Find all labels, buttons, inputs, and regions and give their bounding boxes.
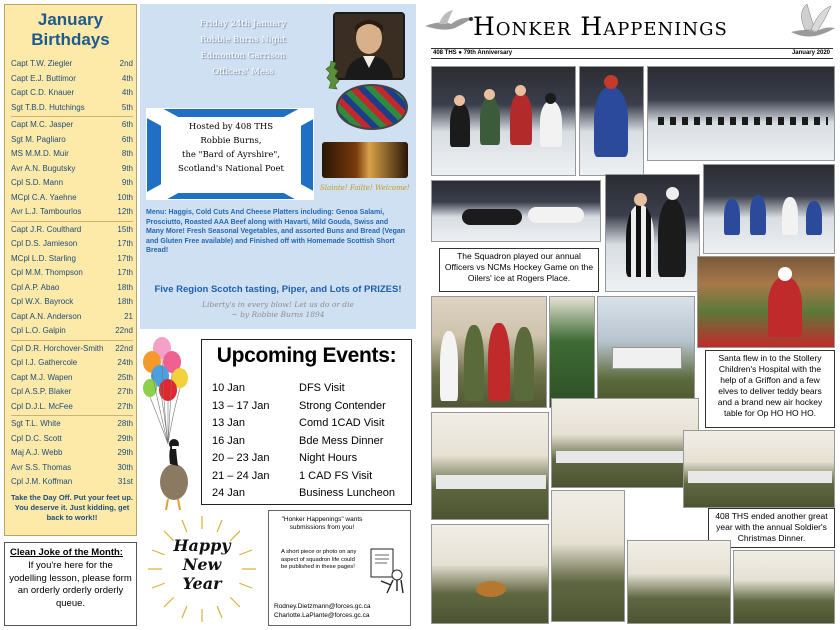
joke-title: Clean Joke of the Month: bbox=[10, 547, 123, 558]
birthday-row bbox=[11, 385, 133, 398]
quote-attribution: ~ by Robbie Burns 1894 bbox=[231, 310, 325, 319]
new-year-line2: New bbox=[182, 555, 222, 574]
birthday-date: 10th bbox=[117, 192, 133, 202]
upcoming-events-box bbox=[201, 339, 412, 505]
event-date: 13 Jan bbox=[212, 417, 246, 429]
event-name: Strong Contender bbox=[299, 399, 386, 412]
burns-header bbox=[158, 16, 328, 80]
slainte-text: Slainte! Failte! Welcome! bbox=[320, 184, 410, 192]
burns-menu: Menu: Haggis, Cold Cuts And Cheese Platters including: Genoa Salami, Prosciutto, Roasted AAA Beef along with Havarti, Mild Gouda, Swiss and Many More! Fresh Seasonal Vegetables, and assorted Buns and Bread (Vegan and Gluten Free available) and Finished off with Homemade Scottish Short Bread! bbox=[146, 209, 406, 254]
event-date: 21 – 24 Jan bbox=[212, 469, 270, 482]
event-name: 1 CAD FS Visit bbox=[299, 469, 373, 482]
burns-night-panel bbox=[140, 4, 416, 329]
birthday-row bbox=[11, 237, 133, 250]
event-name: Night Hours bbox=[299, 452, 358, 464]
birthday-row bbox=[11, 356, 133, 369]
birthday-row bbox=[11, 310, 133, 323]
birthday-name: Cpl D.C. Scott bbox=[11, 433, 62, 443]
birthday-date: 25th bbox=[117, 372, 133, 382]
birthday-row bbox=[11, 266, 133, 279]
birthday-divider bbox=[11, 221, 133, 222]
birthday-row bbox=[11, 324, 133, 337]
birthday-row bbox=[11, 86, 133, 99]
burns-event: Robbie Burns Night bbox=[200, 35, 286, 45]
birthday-date: 27th bbox=[117, 401, 133, 411]
burns-title: the "Bard of Ayrshire", bbox=[182, 150, 280, 160]
birthday-name: Cpl W.X. Bayrock bbox=[11, 297, 74, 306]
hockey-caption: The Squadron played our annual Officers vs NCMs Hockey Game on the Oilers' ice at Rogers Place. bbox=[439, 248, 599, 292]
quote-line: Liberty's in every blow! Let us do or die bbox=[202, 300, 354, 309]
balloons-goose-illustration bbox=[142, 332, 198, 512]
birthday-name: Avr A.N. Bugutsky bbox=[11, 163, 76, 173]
birthday-name: Avr S.S. Thomas bbox=[11, 462, 72, 472]
birthday-row bbox=[11, 400, 133, 413]
birthday-name: Cpl D.R. Horchover-Smith bbox=[11, 343, 104, 353]
birthday-date: 29th bbox=[117, 433, 133, 443]
birthday-name: Maj A.J. Webb bbox=[11, 448, 63, 457]
birthday-row bbox=[11, 432, 133, 445]
event-name: Comd 1CAD Visit bbox=[299, 417, 385, 429]
birthday-row bbox=[11, 133, 133, 146]
host-info bbox=[161, 117, 301, 193]
tartan-image bbox=[336, 84, 408, 130]
birthday-name: Sgt M. Pagliaro bbox=[11, 134, 66, 144]
host-line: Hosted by 408 THS bbox=[188, 122, 274, 132]
cartoon-writer-icon bbox=[367, 547, 407, 599]
birthday-row bbox=[11, 205, 133, 218]
happy-new-year-graphic bbox=[146, 514, 258, 624]
submissions-box bbox=[268, 510, 411, 626]
birthday-divider bbox=[11, 415, 133, 416]
birthday-date: 4th bbox=[121, 88, 133, 97]
birthday-row bbox=[11, 147, 133, 160]
scotland-map-icon bbox=[323, 60, 343, 90]
birthday-row bbox=[11, 446, 133, 459]
burns-mess: Officers' Mess bbox=[212, 67, 274, 77]
burns-name: Robbie Burns, bbox=[200, 136, 262, 146]
birthday-name: Cpl D.S. Jamieson bbox=[11, 239, 78, 248]
birthday-row bbox=[11, 118, 133, 131]
hockey-photo-6 bbox=[703, 164, 835, 254]
birthday-date: 5th bbox=[121, 102, 133, 112]
event-row bbox=[212, 415, 407, 431]
burns-date: Friday 24th January bbox=[199, 19, 287, 29]
event-row bbox=[212, 380, 407, 396]
submissions-body: A short piece or photo on any aspect of squadron life could be published in these pages! bbox=[281, 549, 357, 570]
birthday-date: 30th bbox=[117, 462, 133, 472]
birthdays-title: January Birthdays bbox=[31, 10, 110, 49]
birthday-name: Capt C.D. Knauer bbox=[11, 88, 75, 97]
birthday-name: Cpl L.O. Galpin bbox=[11, 326, 66, 335]
birthday-name: Sgt T.L. White bbox=[11, 419, 61, 428]
robbie-burns-portrait bbox=[333, 12, 405, 80]
birthday-date: 15th bbox=[117, 224, 133, 234]
birthday-date: 28th bbox=[117, 419, 133, 428]
newsletter-page bbox=[421, 0, 840, 630]
birthday-date: 21 bbox=[124, 311, 133, 321]
email-2[interactable]: Charlotte.LaPlante@forces.gc.ca bbox=[274, 611, 370, 619]
event-name: DFS Visit bbox=[299, 382, 345, 394]
dinner-photo-7 bbox=[733, 550, 835, 624]
birthday-row bbox=[11, 281, 133, 294]
event-row bbox=[212, 485, 407, 501]
birthday-name: MCpl L.D. Starling bbox=[11, 253, 76, 263]
new-year-line3: Year bbox=[182, 574, 222, 593]
birthday-row bbox=[11, 176, 133, 189]
email-1[interactable]: Rodney.Dietzmann@forces.gc.ca bbox=[274, 603, 371, 610]
birthday-row bbox=[11, 342, 133, 355]
birthday-date: 2nd bbox=[119, 59, 133, 68]
dinner-photo-1 bbox=[431, 412, 549, 520]
event-row bbox=[212, 433, 407, 449]
birthdays-panel bbox=[4, 4, 137, 536]
birthday-name: Cpl M.M. Thompson bbox=[11, 268, 83, 277]
burns-quote bbox=[146, 300, 410, 320]
santa-photo-4 bbox=[697, 256, 835, 348]
birthday-row bbox=[11, 101, 133, 114]
santa-photo-2 bbox=[549, 296, 595, 408]
birthday-name: Avr L.J. Tambourlos bbox=[11, 207, 82, 216]
issue-date: January 2020 bbox=[791, 50, 830, 56]
dinner-photo-2 bbox=[551, 398, 699, 488]
birthday-date: 6th bbox=[121, 134, 133, 144]
event-row bbox=[212, 450, 407, 466]
birthday-name: Sgt T.B.D. Hutchings bbox=[11, 102, 85, 112]
event-date: 16 Jan bbox=[212, 434, 246, 447]
dinner-caption: 408 THS ended another great year with the annual Soldier's Christmas Dinner. bbox=[708, 508, 835, 548]
birthday-row bbox=[11, 252, 133, 265]
birthday-date: 31st bbox=[117, 477, 133, 486]
birthday-date: 9th bbox=[121, 178, 133, 187]
birthday-row bbox=[11, 72, 133, 85]
birthday-name: Cpl J.M. Koffman bbox=[11, 477, 73, 486]
submissions-head: "Honker Happenings" wants submissions from you! bbox=[281, 516, 363, 531]
birthday-date: 29th bbox=[117, 448, 133, 457]
birthday-row bbox=[11, 461, 133, 474]
birthday-name: MCpl C.A. Yaehne bbox=[11, 192, 77, 202]
burns-venue: Edmonton Garrison bbox=[200, 51, 286, 61]
hockey-photo-4 bbox=[431, 180, 601, 242]
birthday-name: Capt A.N. Anderson bbox=[11, 311, 82, 321]
birthday-date: 22nd bbox=[115, 326, 133, 335]
new-year-text bbox=[146, 536, 258, 593]
birthdays-footer: Take the Day Off. Put your feet up. You deserve it. Just kidding, get back to work!! bbox=[11, 493, 133, 522]
birthday-name: MS M.M.D. Muir bbox=[11, 149, 69, 158]
birthday-row bbox=[11, 57, 133, 70]
birthday-name: Capt E.J. Buttimor bbox=[11, 73, 76, 83]
birthday-name: Cpl I.J. Gathercole bbox=[11, 358, 78, 367]
santa-caption: Santa flew in to the Stollery Children's Hospital with the help of a Griffon and a few elves to deliver teddy bears and a brand new air hockey table for Op HO HO HO. bbox=[705, 350, 835, 428]
birthday-row bbox=[11, 417, 133, 430]
dinner-photo-3 bbox=[683, 430, 835, 508]
event-date: 24 Jan bbox=[212, 487, 246, 499]
birthday-name: Capt T.W. Ziegler bbox=[11, 59, 73, 68]
hockey-photo-1 bbox=[431, 66, 576, 176]
issue-line: 408 THS ● 79th Anniversary bbox=[433, 50, 513, 56]
event-date: 10 Jan bbox=[212, 382, 246, 394]
hockey-photo-2 bbox=[579, 66, 644, 176]
birthday-date: 8th bbox=[121, 149, 133, 158]
birthday-name: Cpl D.J.L. McFee bbox=[11, 401, 73, 411]
birthday-name: Capt M.C. Jasper bbox=[11, 120, 74, 129]
events-title: Upcoming Events: bbox=[216, 344, 397, 367]
birthday-date: 12th bbox=[117, 207, 133, 216]
birthday-name: Cpl S.D. Mann bbox=[11, 178, 64, 187]
birthday-date: 22nd bbox=[115, 343, 133, 353]
birthday-divider bbox=[11, 340, 133, 341]
birthday-date: 18th bbox=[117, 282, 133, 292]
birthday-name: Cpl A.S.P. Blaker bbox=[11, 387, 72, 396]
new-year-line1: Happy bbox=[173, 536, 231, 555]
birthday-name: Capt J.R. Coulthard bbox=[11, 224, 82, 234]
birthday-date: 9th bbox=[121, 163, 133, 173]
goose-wings-icon bbox=[785, 2, 837, 46]
saltire-flag bbox=[146, 108, 314, 200]
event-date: 20 – 23 Jan bbox=[212, 452, 270, 464]
masthead-rule bbox=[431, 48, 833, 49]
birthday-date: 4th bbox=[121, 73, 133, 83]
birthday-date: 24th bbox=[117, 358, 133, 367]
burns-prizes: Five Region Scotch tasting, Piper, and Lots of PRIZES! bbox=[154, 284, 402, 295]
burns-subtitle: Scotland's National Poet bbox=[178, 164, 284, 174]
birthday-date: 17th bbox=[117, 239, 133, 248]
event-row bbox=[212, 398, 407, 414]
masthead-rule-bottom bbox=[431, 58, 833, 59]
birthday-date: 17th bbox=[117, 268, 133, 277]
birthday-name: Cpl A.P. Abao bbox=[11, 282, 60, 292]
event-row bbox=[212, 468, 407, 484]
joke-box bbox=[4, 542, 137, 626]
birthday-row bbox=[11, 295, 133, 308]
birthday-row bbox=[11, 371, 133, 384]
event-date: 13 – 17 Jan bbox=[212, 399, 270, 412]
joke-text: If you're here for the yodelling lesson, please form an orderly orderly orderly queue. bbox=[9, 560, 132, 609]
event-name: Bde Mess Dinner bbox=[299, 434, 384, 447]
dinner-photo-6 bbox=[627, 540, 731, 624]
dinner-photo-4 bbox=[551, 490, 625, 622]
santa-photo-1 bbox=[431, 296, 547, 408]
flying-goose-icon bbox=[421, 6, 475, 40]
birthday-row bbox=[11, 191, 133, 204]
submissions-emails bbox=[274, 603, 370, 620]
birthday-date: 6th bbox=[121, 120, 133, 129]
birthday-date: 17th bbox=[117, 253, 133, 263]
hockey-photo-5 bbox=[605, 174, 700, 292]
birthday-name: Capt M.J. Wapen bbox=[11, 372, 73, 382]
event-name: Business Luncheon bbox=[299, 487, 396, 499]
birthday-row bbox=[11, 223, 133, 236]
birthday-date: 27th bbox=[117, 387, 133, 396]
birthday-row bbox=[11, 475, 133, 488]
birthday-date: 18th bbox=[117, 297, 133, 306]
santa-photo-3 bbox=[597, 296, 695, 408]
dinner-photo-5 bbox=[431, 524, 549, 624]
birthday-row bbox=[11, 162, 133, 175]
whisky-glass-image bbox=[322, 142, 408, 178]
hockey-photo-3 bbox=[647, 66, 835, 161]
newsletter-title: Honker Happenings bbox=[473, 12, 728, 41]
birthday-divider bbox=[11, 116, 133, 117]
